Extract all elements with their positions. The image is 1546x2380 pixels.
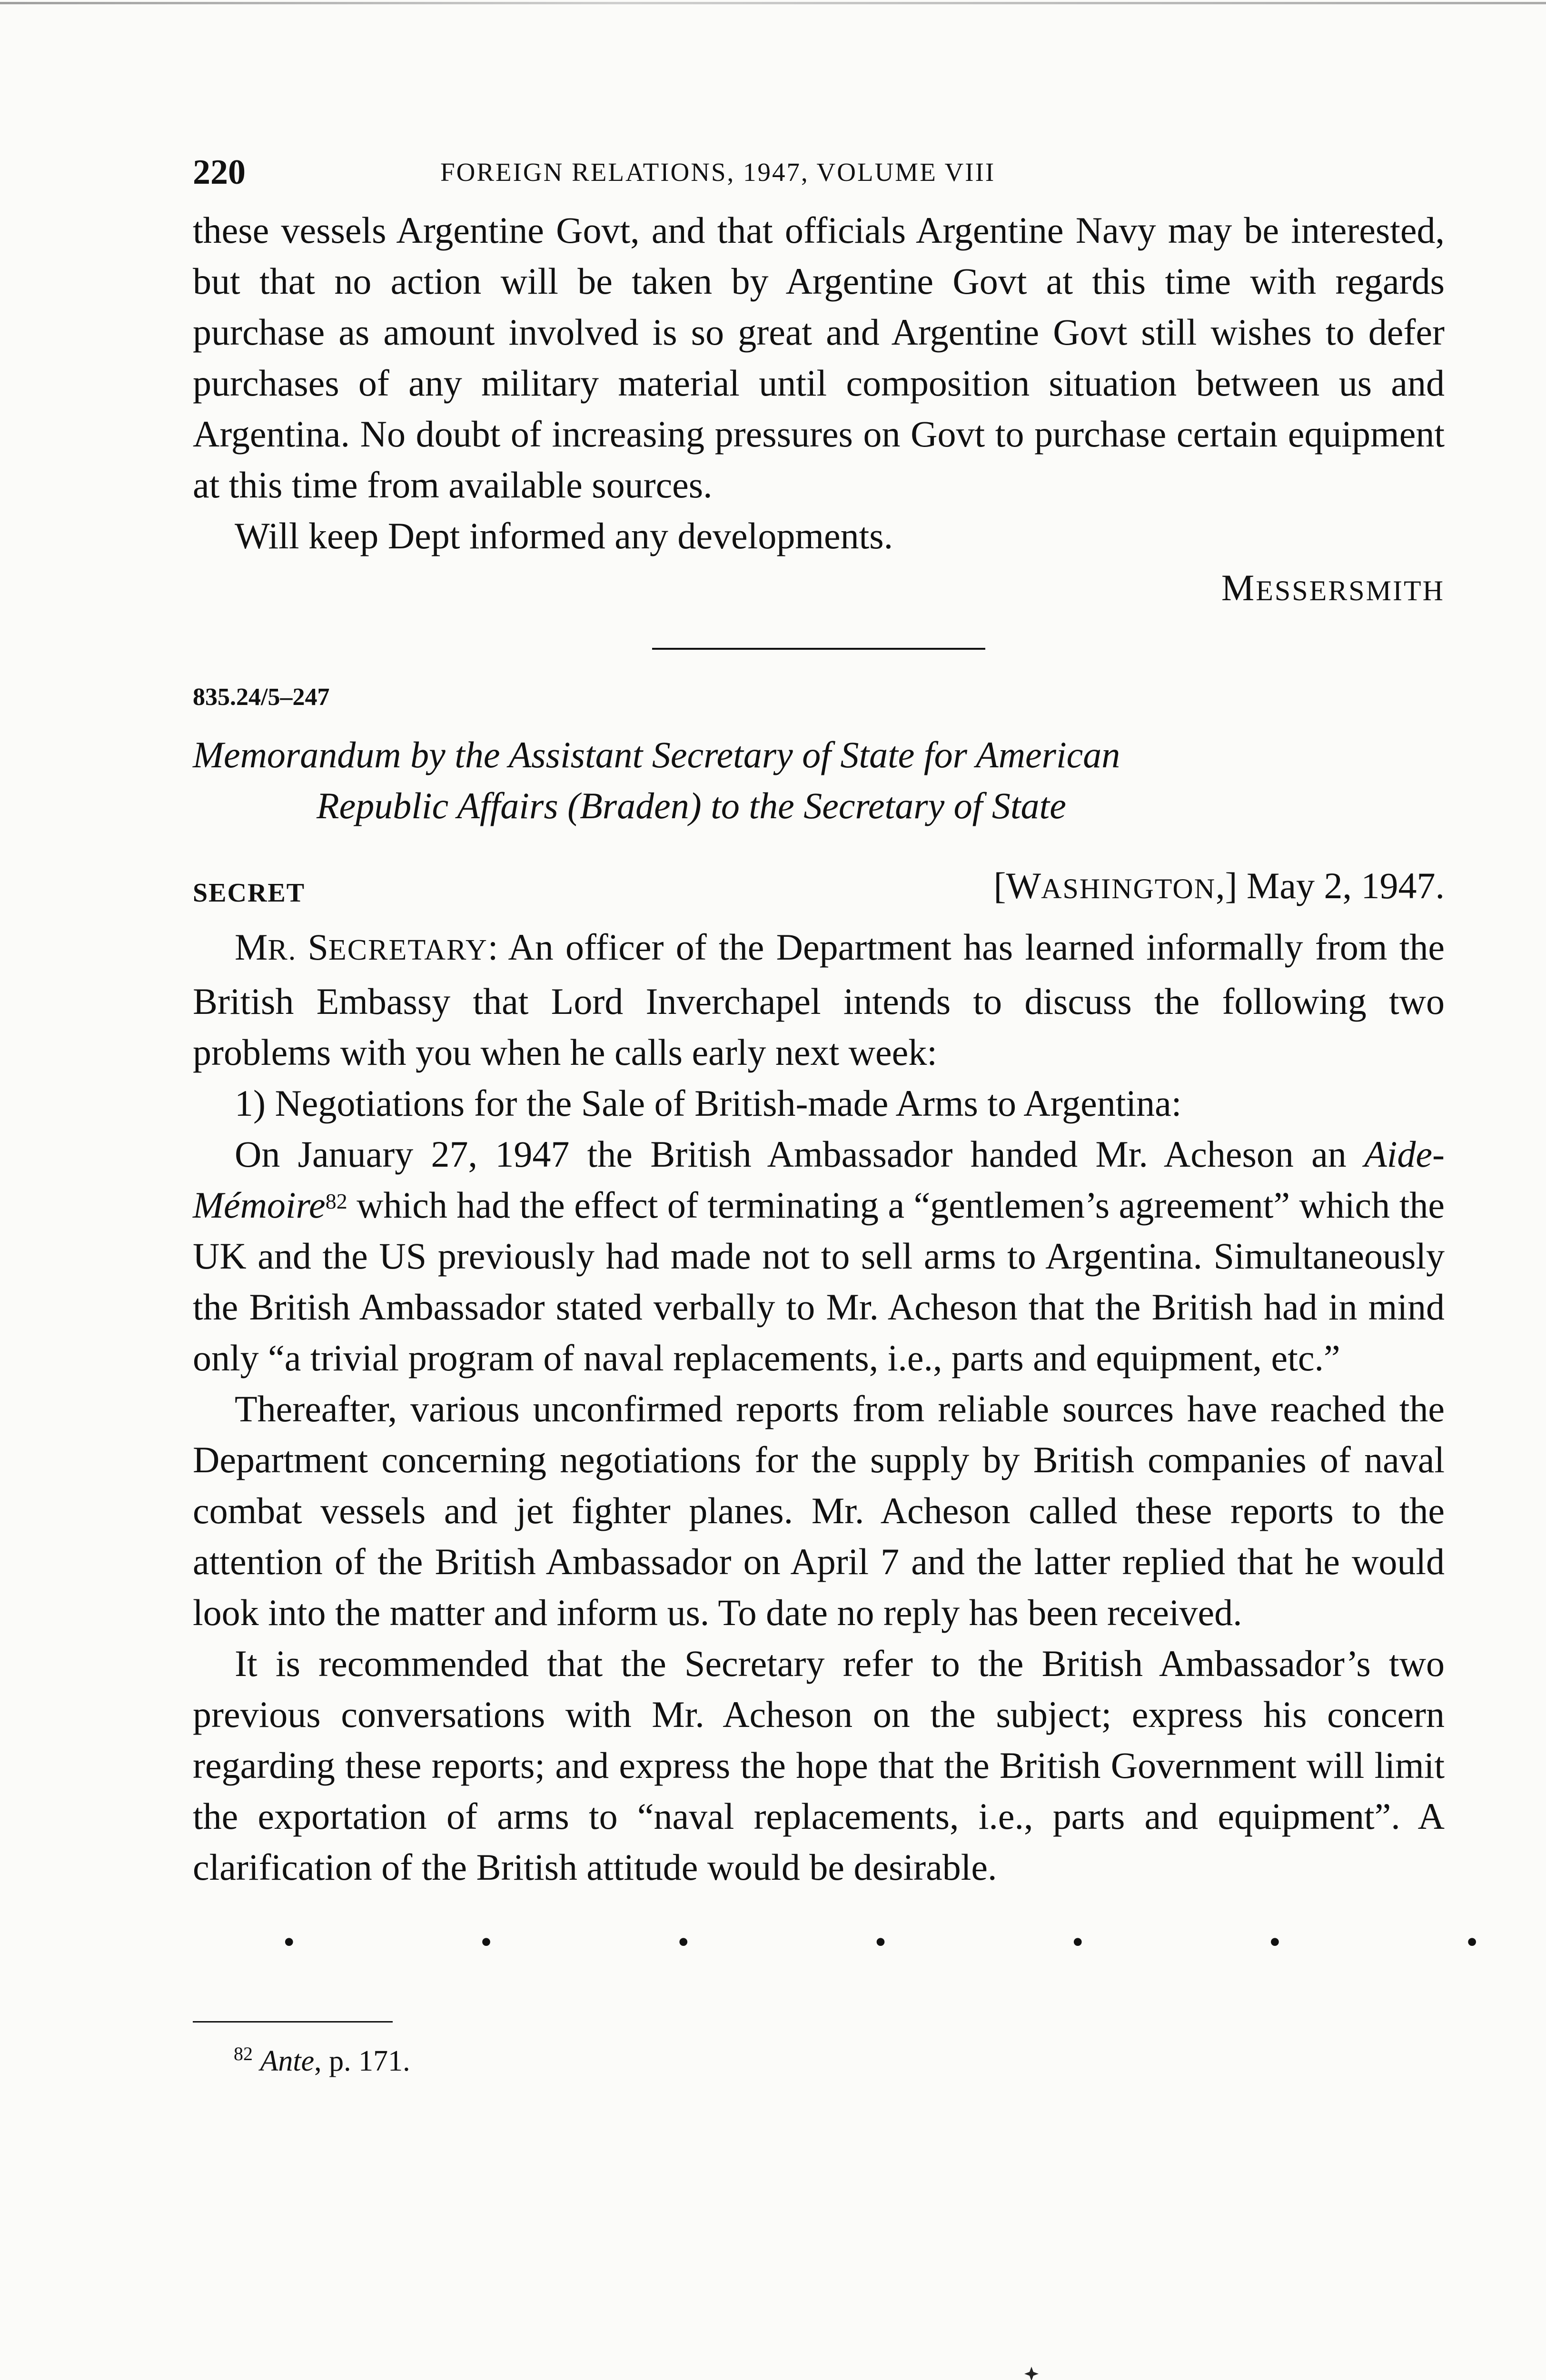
item-heading: 1) Negotiations for the Sale of British-made Arms to Argentina: <box>235 1082 1182 1124</box>
printer-ornament-icon <box>1023 2366 1040 2380</box>
footnote: $^{82}$ Ante, p. 171. <box>234 2043 410 2077</box>
paragraph-2: On January 27, 1947 the British Ambassador handed Mr. Acheson an Aide-Mémoire$^{82}$ which had the effect of terminating a “gentlemen’s agreement” which the UK and the US previously had made not to sell arms to Argentina. Simultaneously the British Ambassador stated verbally to Mr. Acheson that the British had in mind only “a trivial program of naval replacements, i.e., parts and equipment, etc.” <box>193 1133 1445 1378</box>
aide-memoire-italic: Aide-Mémoire <box>193 1133 1445 1226</box>
ellipsis-dot: • <box>1466 1924 1478 1961</box>
classification-label: SECRET <box>193 878 306 908</box>
document-date: [WASHINGTON,] May 2, 1947. <box>993 865 1445 906</box>
ellipsis-dot: • <box>1071 1924 1084 1961</box>
ellipsis-dot: • <box>480 1924 492 1961</box>
ellipsis-dot: • <box>874 1924 887 1961</box>
salutation-paragraph: MR. SECRETARY: An officer of the Department has learned informally from the British Embassy that Lord Inverchapel intends to discuss the following two problems with you when he calls early next week: <box>193 926 1445 1073</box>
document-title-line2: Republic Affairs (Braden) to the Secretary of State <box>317 785 1066 826</box>
document-title <box>193 729 1445 831</box>
file-number: 835.24/5–247 <box>193 684 330 711</box>
page <box>193 152 1478 2078</box>
running-head <box>193 152 1445 205</box>
page-number: 220 <box>193 153 246 192</box>
running-title: FOREIGN RELATIONS, 1947, VOLUME VIII <box>440 158 996 187</box>
signature: MESSERSMITH <box>1221 567 1445 608</box>
ellipsis-dot: • <box>283 1924 295 1961</box>
footnote-reference: 82 <box>325 1189 347 1213</box>
paragraph-3: Thereafter, various unconfirmed reports from reliable sources have reached the Department concerning negotiations for the supply by British companies of naval combat vessels and jet fighter planes. Mr. Acheson called these reports to the attention of the British Ambassador on April 7 and the latter replied that he would look into the matter and inform us. To date no reply has been received. <box>193 1388 1445 1633</box>
scan-top-edge <box>0 2 1546 4</box>
classification-date-row <box>193 864 1445 922</box>
ellipsis-dots <box>283 1926 1478 1959</box>
document-title-line1: Memorandum by the Assistant Secretary of State for American <box>193 734 1120 775</box>
paragraph-4: It is recommended that the Secretary refer to the British Ambassador’s two previous conversations with Mr. Acheson on the subject; express his concern regarding these reports; and express the hope that the British Government will limit the exportation of arms to “naval replacements, i.e., parts and equipment”. A clarification of the British attitude would be desirable. <box>193 1643 1445 1888</box>
ellipsis-dot: • <box>677 1924 689 1961</box>
footnote-rule <box>193 2021 393 2023</box>
closing-line: Will keep Dept informed any developments. <box>235 515 893 556</box>
continuation-paragraph: these vessels Argentine Govt, and that officials Argentine Navy may be interested, but that no action will be taken by Argentine Govt at this time with regards purchase as amount involved is so great and Argentine Govt still wishes to defer purchases of any military material until composition situation between us and Argentina. No doubt of increasing pressures on Govt to purchase certain equipment at this time from available sources. <box>193 209 1445 506</box>
section-divider <box>652 648 985 650</box>
ellipsis-dot: • <box>1269 1924 1281 1961</box>
